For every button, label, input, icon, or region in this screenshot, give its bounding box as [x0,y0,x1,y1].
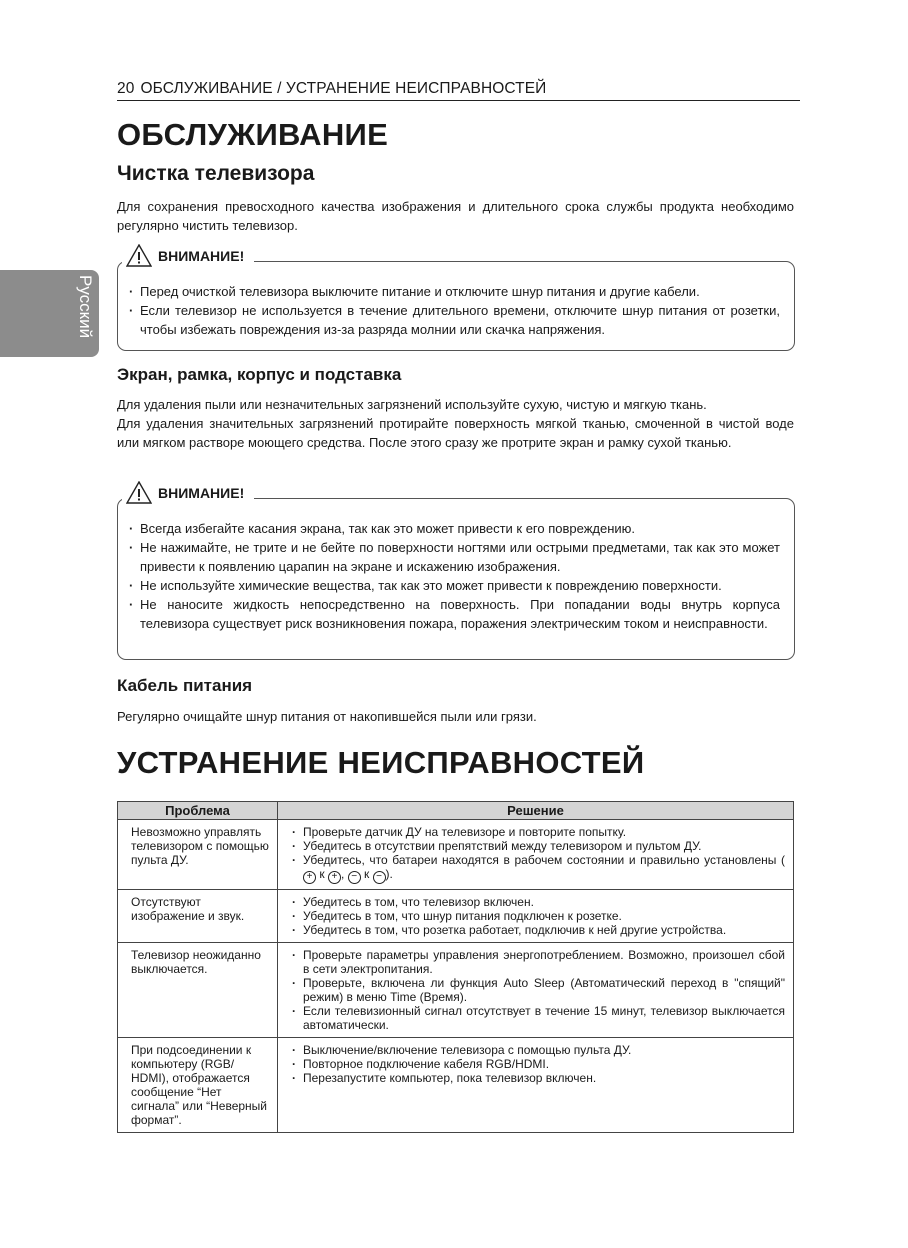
caution-list [118,499,794,639]
caution-item: · Не наносите жидкость непосредственно на поверхность. При попадании воды внутрь корпуса телевизора существует риск возникновения пожара, поражения электрическим током и неисправности. [129,595,780,633]
troubleshooting-title: УСТРАНЕНИЕ НЕИСПРАВНОСТЕЙ [117,745,645,780]
battery-k: к [319,867,325,881]
problem-cell: При подсоединении к компьютеру (RGB/ HDMI), отображается сообщение “Нет сигнала” или “Неверный формат”. [118,1038,278,1133]
caution-item: · Перед очисткой телевизора выключите питание и отключите шнур питания и другие кабели. [129,282,780,301]
solution-item: · Убедитесь в том, что розетка работает, подключив к ней другие устройства. [291,923,785,937]
caution-box-screen [117,484,795,660]
screen-section-title: Экран, рамка, корпус и подставка [117,365,402,384]
problem-cell: Невозможно управлять телевизором с помощью пульта ДУ. [118,820,278,890]
caution-list [118,262,794,345]
power-cable-title: Кабель питания [117,676,253,695]
battery-end: ). [385,867,393,881]
solution-cell [278,890,794,943]
problem-cell: Отсутствуют изображение и звук. [118,890,278,943]
language-label: Русский [76,275,95,339]
plus-circle-icon: + [328,871,341,884]
troubleshooting-table [117,801,794,1133]
battery-k: к [363,867,370,881]
battery-text: Убедитесь, что батареи находятся в рабочем состоянии и правильно установлены ( [303,853,785,867]
page-header [117,80,800,101]
solution-item: · Повторное подключение кабеля RGB/HDMI. [291,1057,785,1071]
page-number: 20 [117,80,135,97]
table-row [118,820,794,890]
solution-cell [278,943,794,1038]
screen-text-1: Для удаления пыли или незначительных загрязнений используйте сухую, чистую и мягкую ткань. [117,397,707,412]
solution-item: · Проверьте параметры управления энергопотреблением. Возможно, произошел сбой в сети электропитания. [291,948,785,976]
problem-cell: Телевизор неожиданно выключается. [118,943,278,1038]
solution-item: · Убедитесь в том, что телевизор включен. [291,895,785,909]
solution-column-header: Решение [278,802,794,820]
caution-item: · Не используйте химические вещества, так как это может привести к повреждению поверхности. [129,576,780,595]
solution-item: · Перезапустите компьютер, пока телевизор включен. [291,1071,785,1085]
table-row [118,890,794,943]
warning-triangle-icon [126,244,152,267]
header-title: ОБСЛУЖИВАНИЕ / УСТРАНЕНИЕ НЕИСПРАВНОСТЕЙ [140,80,547,97]
minus-circle-icon: − [348,871,361,884]
solution-item: · Если телевизионный сигнал отсутствует в течение 15 минут, телевизор выключается автоматически. [291,1004,785,1032]
solution-item: · Проверьте датчик ДУ на телевизоре и повторите попытку. [291,825,785,839]
solution-item: · Убедитесь в том, что шнур питания подключен к розетке. [291,909,785,923]
cleaning-intro [117,197,794,235]
solution-cell [278,1038,794,1133]
screen-text-2: Для удаления значительных загрязнений протирайте поверхность мягкой тканью, смоченной в чистой воде или мягком растворе моющего средства. После этого сразу же протрите экран и рамку сухой тканью. [117,416,794,450]
problem-column-header: Проблема [118,802,278,820]
cleaning-title: Чистка телевизора [117,162,315,185]
solution-item-battery: · Убедитесь, что батареи находятся в рабочем состоянии и правильно установлены (+ к + , − к − ). [291,853,785,884]
power-cable-text [117,707,794,726]
caution-header [122,244,254,267]
maintenance-title: ОБСЛУЖИВАНИЕ [117,117,389,152]
caution-box-cleaning [117,247,795,351]
power-cable-text-line: Регулярно очищайте шнур питания от накопившейся пыли или грязи. [117,709,537,724]
caution-item: · Не нажимайте, не трите и не бейте по поверхности ногтями или острыми предметами, так как это может привести к появлению царапин на экране и искажению изображения. [129,538,780,576]
caution-item: · Если телевизор не используется в течение длительного времени, отключите шнур питания от розетки, чтобы избежать повреждения из-за разряда молнии или скачка напряжения. [129,301,780,339]
table-row [118,943,794,1038]
solution-item: · Выключение/включение телевизора с помощью пульта ДУ. [291,1043,785,1057]
table-header-row [118,802,794,820]
solution-item: · Убедитесь в отсутствии препятствий между телевизором и пультом ДУ. [291,839,785,853]
caution-item: · Всегда избегайте касания экрана, так как это может привести к его повреждению. [129,519,780,538]
plus-circle-icon: + [303,871,316,884]
cleaning-intro-text: Для сохранения превосходного качества изображения и длительного срока службы продукта необходимо регулярно чистить телевизор. [117,199,794,233]
solution-cell [278,820,794,890]
caution-label: ВНИМАНИЕ! [158,484,245,501]
minus-circle-icon: − [373,871,386,884]
caution-label: ВНИМАНИЕ! [158,247,245,264]
solution-item: · Проверьте, включена ли функция Auto Sleep (Автоматический переход в "спящий" режим) в меню Time (Время). [291,976,785,1004]
caution-header [122,481,254,504]
language-side-tab [0,270,99,357]
screen-text [117,395,794,452]
table-row [118,1038,794,1133]
warning-triangle-icon [126,481,152,504]
